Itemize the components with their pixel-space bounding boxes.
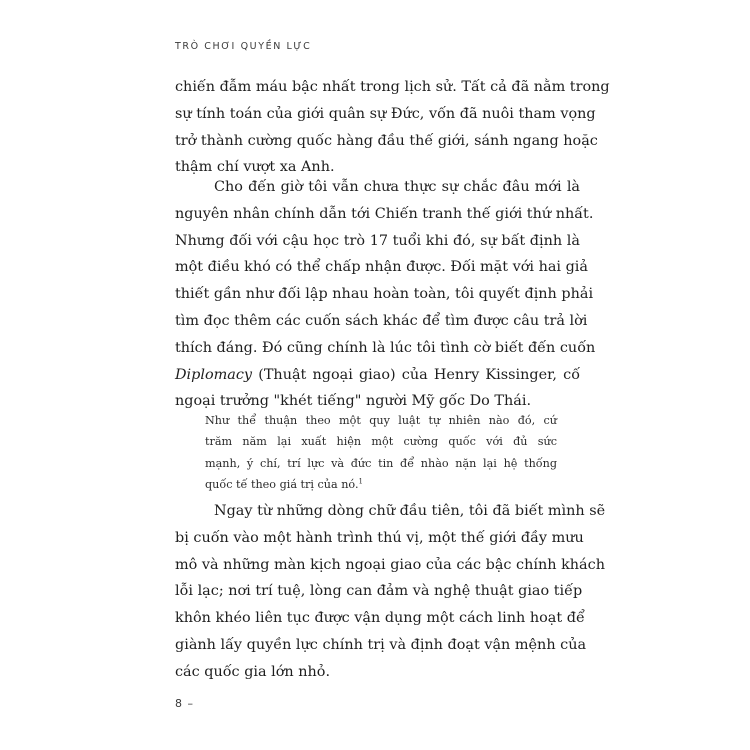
book-title: Diplomacy — [175, 366, 253, 383]
block-quote — [205, 410, 557, 496]
text-line: nguyên nhân chính dẫn tới Chiến tranh thế giới thứ nhất. — [175, 205, 594, 222]
paragraph — [175, 174, 596, 415]
quote-line: trăm năm lại xuất hiện một cường quốc với đủ sức — [205, 435, 557, 449]
quote-text: quốc tế theo giá trị của nó. — [205, 478, 359, 492]
text-line: lỗi lạc; nơi trí tuệ, lòng can đảm và nghệ thuật giao tiếp — [175, 583, 583, 600]
text-line: tìm đọc thêm các cuốn sách khác để tìm được câu trả lời — [175, 312, 588, 329]
text-line: Ngay từ những dòng chữ đầu tiên, tôi đã biết mình sẽ — [214, 503, 606, 519]
text-line: sự tính toán của giới quân sự Đức, vốn đã nuôi tham vọng — [175, 105, 596, 122]
text-fragment: (Thuật ngoại giao) của Henry Kissinger, cố — [252, 366, 580, 383]
quote-line: Như thể thuận theo một quy luật tự nhiên nào đó, cứ — [205, 414, 557, 427]
text-line: thích đáng. Đó cũng chính là lúc tôi tình cờ biết đến cuốn — [175, 339, 596, 356]
text-line: thậm chí vượt xa Anh. — [175, 159, 335, 176]
text-line: thiết gần như đối lập nhau hoàn toàn, tôi quyết định phải — [175, 286, 594, 303]
text-line: các quốc gia lớn nhỏ. — [175, 663, 331, 680]
text-line: Cho đến giờ tôi vẫn chưa thực sự chắc đâu mới là — [214, 179, 580, 195]
text-line — [175, 362, 580, 389]
text-line: trở thành cường quốc hàng đầu thế giới, sánh ngang hoặc — [175, 132, 598, 149]
text-line: khôn khéo liên tục được vận dụng một cách linh hoạt để — [175, 610, 585, 627]
text-line: một điều khó có thể chấp nhận được. Đối mặt với hai giả — [175, 259, 588, 276]
text-line: ngoại trưởng "khét tiếng" người Mỹ gốc Do Thái. — [175, 393, 532, 410]
running-header: TRÒ CHƠI QUYỀN LỰC — [175, 41, 312, 52]
text-line: Nhưng đối với cậu học trò 17 tuổi khi đó, sự bất định là — [175, 232, 580, 249]
page-number: 8 – — [175, 697, 194, 710]
quote-line: mạnh, ý chí, trí lực và đức tin để nhào nặn lại hệ thống — [205, 456, 557, 470]
text-line: giành lấy quyền lực chính trị và định đoạt vận mệnh của — [175, 636, 587, 653]
paragraph — [175, 498, 606, 686]
footnote-marker[interactable]: 1 — [358, 477, 363, 486]
paragraph — [175, 74, 610, 181]
text-line: chiến đẫm máu bậc nhất trong lịch sử. Tất cả đã nằm trong — [175, 79, 610, 95]
quote-line — [205, 474, 557, 495]
text-line: bị cuốn vào một hành trình thú vị, một thế giới đầy mưu — [175, 529, 584, 546]
text-line: mô và những màn kịch ngoại giao của các bậc chính khách — [175, 556, 605, 573]
